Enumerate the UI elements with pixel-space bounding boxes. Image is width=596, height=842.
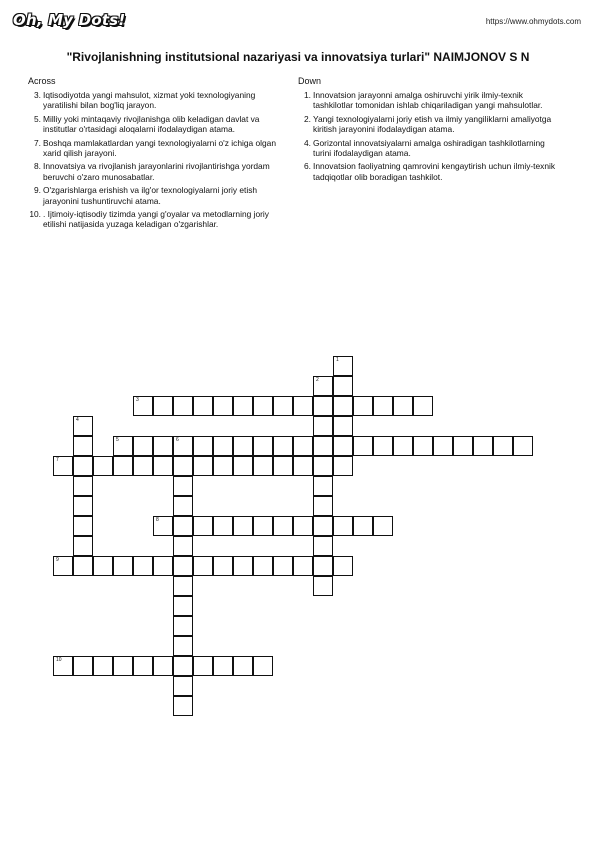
clue-text: Innovatsion jarayonni amalga oshiruvchi yirik ilmiy-texnik tashkilotlar tomonidan ishlab chiqariladigan yangi mahsulotlar.	[313, 90, 543, 111]
grid-cell[interactable]	[333, 436, 353, 456]
grid-cell[interactable]	[273, 556, 293, 576]
grid-cell[interactable]	[153, 456, 173, 476]
grid-cell[interactable]	[113, 656, 133, 676]
grid-cell[interactable]	[313, 556, 333, 576]
logo: Oh, My Dots!	[13, 11, 126, 29]
grid-cell[interactable]	[113, 556, 133, 576]
grid-cell[interactable]	[333, 356, 353, 376]
grid-cell[interactable]	[193, 656, 213, 676]
clue-text: Milliy yoki mintaqaviy rivojlanishga olib keladigan davlat va institutlar o'rtasidagi aloqalarni ifodalaydigan atama.	[43, 113, 260, 135]
grid-cell[interactable]	[133, 656, 153, 676]
grid-cell[interactable]	[333, 376, 353, 396]
grid-cell[interactable]	[173, 476, 193, 496]
clue-text: Innovatsiya va rivojlanish jarayonlarini rivojlantirishga yordam beruvchi o'zaro munosabatlar.	[43, 161, 270, 182]
grid-cell[interactable]	[153, 656, 173, 676]
grid-cell[interactable]	[213, 436, 233, 456]
grid-cell[interactable]	[333, 456, 353, 476]
grid-cell[interactable]	[313, 456, 333, 476]
grid-cell[interactable]	[133, 436, 153, 456]
grid-cell[interactable]	[173, 536, 193, 556]
grid-cell[interactable]	[253, 456, 273, 476]
grid-cell[interactable]	[213, 556, 233, 576]
grid-cell[interactable]	[333, 396, 353, 416]
grid-cell[interactable]	[373, 516, 393, 536]
grid-cell[interactable]	[173, 456, 193, 476]
clue-number: 1.	[304, 90, 311, 100]
grid-cell[interactable]	[93, 656, 113, 676]
grid-cell[interactable]	[353, 516, 373, 536]
grid-cell[interactable]	[233, 436, 253, 456]
cell-number: 8	[156, 517, 159, 523]
grid-cell[interactable]	[293, 436, 313, 456]
grid-cell[interactable]	[253, 656, 273, 676]
grid-cell[interactable]	[173, 556, 193, 576]
grid-cell[interactable]	[253, 516, 273, 536]
grid-cell[interactable]	[313, 436, 333, 456]
grid-cell[interactable]	[133, 456, 153, 476]
grid-cell[interactable]	[173, 656, 193, 676]
clue-number: 3.	[34, 90, 41, 100]
grid-cell[interactable]	[273, 396, 293, 416]
grid-cell[interactable]	[173, 676, 193, 696]
clue-number: 10.	[29, 209, 41, 220]
grid-cell[interactable]	[293, 456, 313, 476]
grid-cell[interactable]	[373, 396, 393, 416]
grid-cell[interactable]	[253, 436, 273, 456]
grid-cell[interactable]	[273, 436, 293, 456]
grid-cell[interactable]	[73, 456, 93, 476]
site-url[interactable]: https://www.ohmydots.com	[485, 17, 581, 26]
grid-cell[interactable]	[173, 596, 193, 616]
grid-cell[interactable]	[333, 556, 353, 576]
grid-cell[interactable]	[513, 436, 533, 456]
grid-cell[interactable]	[313, 376, 333, 396]
clue-number: 9.	[34, 185, 41, 196]
cell-number: 4	[76, 417, 79, 423]
clue-number: 4.	[304, 137, 311, 148]
grid-cell[interactable]	[113, 436, 133, 456]
grid-cell[interactable]	[53, 556, 73, 576]
grid-cell[interactable]	[313, 576, 333, 596]
grid-cell[interactable]	[493, 436, 513, 456]
grid-cell[interactable]	[213, 396, 233, 416]
grid-cell[interactable]	[93, 556, 113, 576]
clue-number: 8.	[34, 161, 41, 172]
clue-text: Boshqa mamlakatlardan yangi texnologiyalarni o'z ichiga olgan xarid qilish jarayoni.	[43, 137, 276, 159]
clue-number: 6.	[304, 161, 311, 172]
grid-cell[interactable]	[73, 476, 93, 496]
grid-cell[interactable]	[373, 436, 393, 456]
grid-cell[interactable]	[313, 476, 333, 496]
grid-cell[interactable]	[153, 396, 173, 416]
grid-cell[interactable]	[73, 536, 93, 556]
grid-cell[interactable]	[293, 396, 313, 416]
grid-cell[interactable]	[233, 656, 253, 676]
grid-cell[interactable]	[313, 536, 333, 556]
grid-cell[interactable]	[233, 516, 253, 536]
grid-cell[interactable]	[153, 436, 173, 456]
grid-cell[interactable]	[233, 456, 253, 476]
grid-cell[interactable]	[73, 556, 93, 576]
clue-number: 5.	[34, 113, 41, 124]
grid-cell[interactable]	[353, 396, 373, 416]
clue-number: 7.	[34, 137, 41, 148]
grid-cell[interactable]	[173, 396, 193, 416]
grid-cell[interactable]	[213, 656, 233, 676]
grid-cell[interactable]	[133, 396, 153, 416]
grid-cell[interactable]	[193, 436, 213, 456]
grid-cell[interactable]	[333, 416, 353, 436]
clue-text: Yangi texnologiyalarni joriy etish va ilmiy yangiliklarni amaliyotga kiritish jarayonini ifodalaydigan atama.	[313, 113, 552, 135]
grid-cell[interactable]	[253, 556, 273, 576]
grid-cell[interactable]	[333, 516, 353, 536]
grid-cell[interactable]	[193, 396, 213, 416]
grid-cell[interactable]	[173, 636, 193, 656]
grid-cell[interactable]	[313, 516, 333, 536]
grid-cell[interactable]	[193, 456, 213, 476]
clue-text: Innovatsion faoliyatning qamrovini kengaytirish uchun ilmiy-texnik tadqiqotlar olib boradigan tashkilot.	[313, 161, 556, 182]
grid-cell[interactable]	[73, 416, 93, 436]
grid-cell[interactable]	[313, 496, 333, 516]
cell-number: 5	[116, 437, 119, 443]
grid-cell[interactable]	[173, 496, 193, 516]
clue-text: O'zgarishlarga erishish va ilg'or texnologiyalarni joriy etish jarayonini tushuntiruvchi atama.	[43, 185, 258, 206]
clue-text: . Ijtimoiy-iqtisodiy tizimda yangi g'oyalar va metodlarning joriy etilishi natijasida yuzaga keladigan o'zgarishlar.	[43, 209, 269, 230]
grid-cell[interactable]	[153, 516, 173, 536]
grid-cell[interactable]	[153, 556, 173, 576]
grid-cell[interactable]	[413, 436, 433, 456]
grid-cell[interactable]	[173, 616, 193, 636]
clue-text: Gorizontal innovatsiyalarni amalga oshiradigan tashkilotlarning turini ifodalaydigan atama.	[313, 137, 545, 159]
grid-cell[interactable]	[353, 436, 373, 456]
grid-cell[interactable]	[113, 456, 133, 476]
grid-cell[interactable]	[213, 516, 233, 536]
grid-cell[interactable]	[393, 436, 413, 456]
clue-text: Iqtisodiyotda yangi mahsulot, xizmat yoki texnologiyaning yaratilishi bilan bog'liq jarayon.	[43, 90, 256, 111]
down-heading: Down	[298, 76, 322, 86]
grid-cell[interactable]	[293, 556, 313, 576]
cell-number: 1	[336, 357, 339, 363]
grid-cell[interactable]	[213, 456, 233, 476]
grid-cell[interactable]	[53, 656, 73, 676]
grid-cell[interactable]	[173, 576, 193, 596]
grid-cell[interactable]	[173, 436, 193, 456]
grid-cell[interactable]	[313, 396, 333, 416]
grid-cell[interactable]	[73, 496, 93, 516]
grid-cell[interactable]	[233, 556, 253, 576]
grid-cell[interactable]	[433, 436, 453, 456]
across-heading: Across	[28, 76, 56, 86]
grid-cell[interactable]	[473, 436, 493, 456]
grid-cell[interactable]	[273, 456, 293, 476]
cell-number: 7	[56, 457, 59, 463]
grid-cell[interactable]	[413, 396, 433, 416]
cell-number: 3	[136, 397, 139, 403]
grid-cell[interactable]	[73, 516, 93, 536]
grid-cell[interactable]	[193, 516, 213, 536]
grid-cell[interactable]	[173, 696, 193, 716]
clue-number: 2.	[304, 113, 311, 124]
puzzle-title: "Rivojlanishning institutsional nazariyasi va innovatsiya turlari" NAIMJONOV S N	[66, 50, 530, 64]
grid-cell[interactable]	[93, 456, 113, 476]
grid-cell[interactable]	[273, 516, 293, 536]
grid-cell[interactable]	[253, 396, 273, 416]
grid-cell[interactable]	[293, 516, 313, 536]
grid-cell[interactable]	[193, 556, 213, 576]
grid-cell[interactable]	[313, 416, 333, 436]
grid-cell[interactable]	[453, 436, 473, 456]
grid-cell[interactable]	[133, 556, 153, 576]
cell-number: 2	[316, 377, 319, 383]
grid-cell[interactable]	[393, 396, 413, 416]
cell-number: 10	[56, 657, 62, 663]
grid-cell[interactable]	[73, 656, 93, 676]
cell-number: 6	[176, 437, 179, 443]
grid-cell[interactable]	[173, 516, 193, 536]
grid-cell[interactable]	[53, 456, 73, 476]
grid-cell[interactable]	[73, 436, 93, 456]
grid-cell[interactable]	[233, 396, 253, 416]
cell-number: 9	[56, 557, 59, 563]
